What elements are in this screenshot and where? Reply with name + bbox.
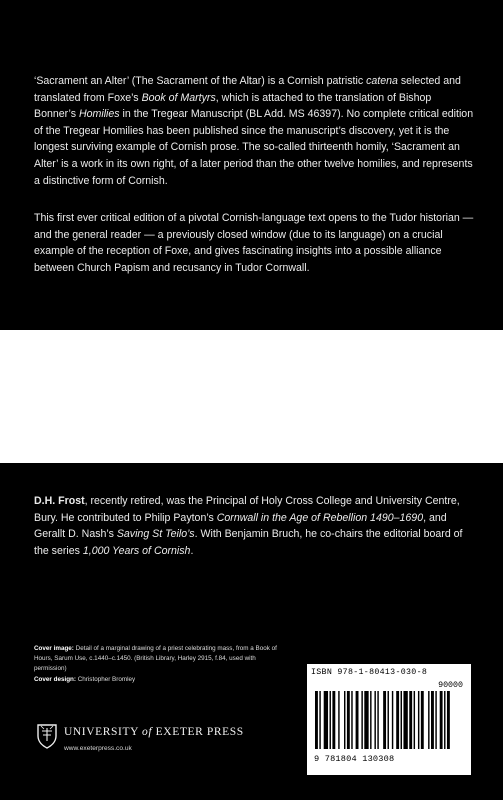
barcode-bar xyxy=(370,691,371,749)
book-title: Cornwall in the Age of Rebellion 1490–1690 xyxy=(216,511,424,524)
white-band xyxy=(0,330,503,463)
text-run: . xyxy=(190,544,194,557)
barcode-bar xyxy=(440,691,443,749)
barcode-bar xyxy=(356,691,359,749)
barcode-bars xyxy=(313,691,465,749)
barcode-bar xyxy=(374,691,375,749)
barcode-bar xyxy=(396,691,399,749)
author-name: D.H. Frost xyxy=(34,495,85,507)
barcode-bar xyxy=(403,691,407,749)
description-paragraph-2: This first ever critical edition of a pivotal Cornish-language text opens to the Tudor historian — and the general reader — a previously closed window (due to its language) on a crucial example of the reception of Foxe, and gives fascinating insights into a possible alliance between Church Papism and recusancy in Tudor Cornwall. xyxy=(34,212,474,274)
barcode-bar xyxy=(392,691,393,749)
barcode-bar xyxy=(344,691,345,749)
barcode-bar xyxy=(364,691,368,749)
text-run: ‘Sacrament an Alter’ (The Sacrament of the Altar) is a Cornish patristic xyxy=(34,75,367,87)
text-run: in the Tregear Manuscript (BL Add. MS 46397). No complete critical edition of the Tregear Homilies has been published since the manuscript’s discovery, yet it is the longest surviving example of Cornish prose. The so-called thirteenth homily, ‘Sacrament an Alter’ is a work in its own right, of a later period than the other twelve homilies, and represents a distinctive form of Cornish. xyxy=(34,108,474,187)
cover-design-credit xyxy=(34,675,284,685)
barcode-bar xyxy=(388,691,389,749)
barcode-bar xyxy=(418,691,419,749)
barcode-bar xyxy=(444,691,445,749)
text-run-italic: Homilies xyxy=(78,108,120,121)
description-section xyxy=(0,0,503,330)
barcode-bar xyxy=(319,691,320,749)
isbn-number: ISBN 978-1-80413-030-8 xyxy=(311,668,428,677)
barcode-bar xyxy=(414,691,415,749)
text-run: , which is attached to the translation of Bishop Bonner’s xyxy=(34,91,432,121)
ean-number: 9 781804 130308 xyxy=(314,754,395,764)
barcode-bar xyxy=(377,691,378,749)
barcode-bar xyxy=(431,691,434,749)
text-run: UNIVERSITY xyxy=(64,726,143,738)
barcode-bar xyxy=(421,691,424,749)
barcode-bar xyxy=(351,691,352,749)
barcode-bar xyxy=(435,691,436,749)
barcode-bar xyxy=(315,691,318,749)
credit-text: Detail of a marginal drawing of a priest celebrating mass, from a Book of Hours, Sarum Use, c.1440–c.1450. (British Library, Harley 2915, f.84, used with permission) xyxy=(34,645,277,673)
barcode-bar xyxy=(383,691,386,749)
barcode-bar xyxy=(330,691,331,749)
cover-image-credit xyxy=(34,644,284,675)
text-run-italic: Book of Martyrs xyxy=(141,91,216,104)
text-run-italic: catena xyxy=(366,75,398,87)
series-title: 1,000 Years of Cornish xyxy=(82,544,191,557)
credit-label: Cover design: xyxy=(34,675,76,683)
text-run: selected and translated from Foxe’s xyxy=(34,75,461,104)
barcode-bar xyxy=(409,691,412,749)
publisher-logo xyxy=(36,723,286,763)
barcode-bar xyxy=(428,691,429,749)
text-run: . With Benjamin Bruch, he co-chairs the editorial board of the series xyxy=(34,528,463,557)
barcode-bar xyxy=(332,691,335,749)
barcode-bar xyxy=(401,691,402,749)
text-run-italic: of xyxy=(142,726,153,738)
barcode-bar xyxy=(447,691,450,749)
publisher-url: www.exeterpress.co.uk xyxy=(64,745,132,752)
barcode-bar xyxy=(361,691,362,749)
credit-label: Cover image: xyxy=(34,645,74,652)
barcode-bar xyxy=(347,691,350,749)
shield-crest-icon xyxy=(36,723,58,749)
publisher-name xyxy=(64,726,244,738)
author-bio xyxy=(34,493,474,559)
price-code: 90000 xyxy=(438,681,463,690)
cover-credits xyxy=(34,644,284,685)
isbn-barcode xyxy=(307,664,471,775)
text-run: , recently retired, was the Principal of Holy Cross College and University Centre, Bury. He contributed to Philip Payton’s xyxy=(34,495,460,524)
text-run: , and Gerallt D. Nash’s xyxy=(34,511,447,541)
barcode-bar xyxy=(324,691,328,749)
text-run: EXETER PRESS xyxy=(152,726,244,738)
bottom-section xyxy=(0,463,503,800)
credit-text: Christopher Bromley xyxy=(76,675,136,683)
description-paragraph-1 xyxy=(34,73,474,189)
book-title: Saving St Teilo’s xyxy=(116,528,195,541)
barcode-bar xyxy=(338,691,339,749)
